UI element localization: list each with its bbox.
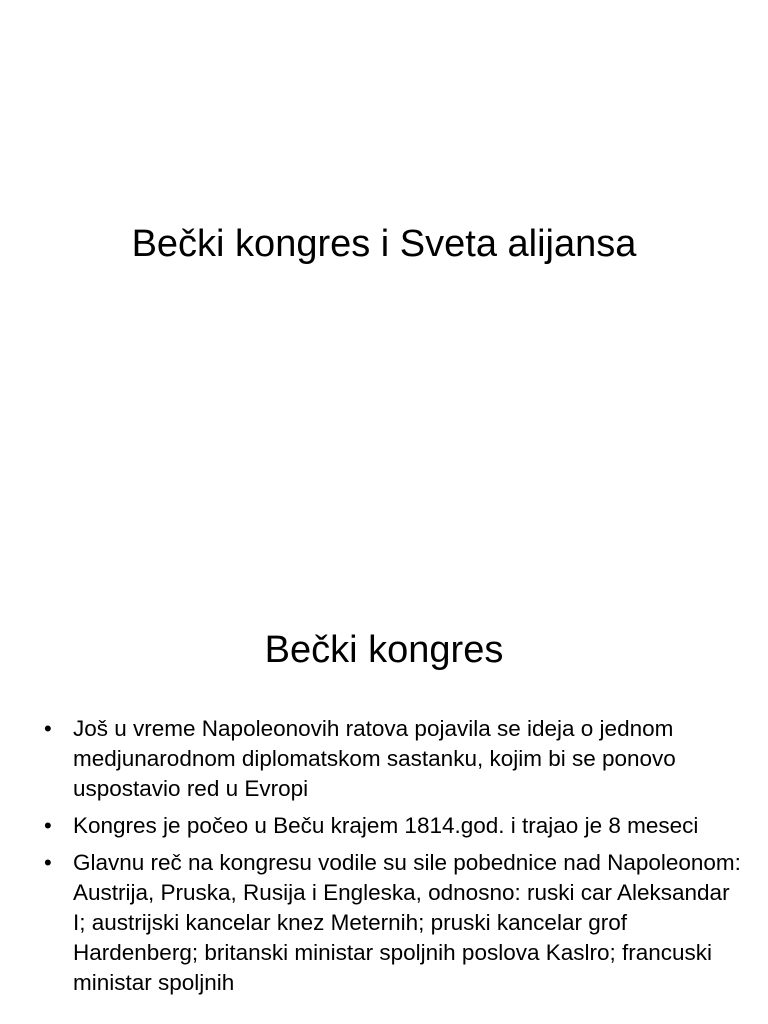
bullet-item	[44, 714, 744, 804]
bullet-text: Kongres je počeo u Beču krajem 1814.god. i trajao je 8 meseci	[73, 813, 699, 838]
bullet-item	[44, 811, 744, 841]
content-slide	[0, 576, 768, 1024]
bullet-list	[44, 714, 744, 1005]
bullet-text: Još u vreme Napoleonovih ratova pojavila se ideja o jednom medjunarodnom diplomatskom sastanku, kojim bi se ponovo uspostavio red u Evropi	[73, 716, 676, 801]
bullet-item	[44, 848, 744, 998]
slide-heading: Bečki kongres	[264, 629, 504, 671]
bullet-marker: •	[44, 716, 52, 741]
presentation-title: Bečki kongres i Sveta alijansa	[131, 223, 637, 265]
bullet-text: Glavnu reč na kongresu vodile su sile pobednice nad Napoleonom: Austrija, Pruska, Rusija i Engleska, odnosno: ruski car Aleksandar I; austrijski kancelar knez Meternih; pruski kancelar grof Hardenberg; britanski ministar spoljnih poslova Kaslro; francuski ministar spoljnih	[73, 850, 741, 995]
bullet-marker: •	[44, 813, 52, 838]
bullet-marker: •	[44, 850, 52, 875]
